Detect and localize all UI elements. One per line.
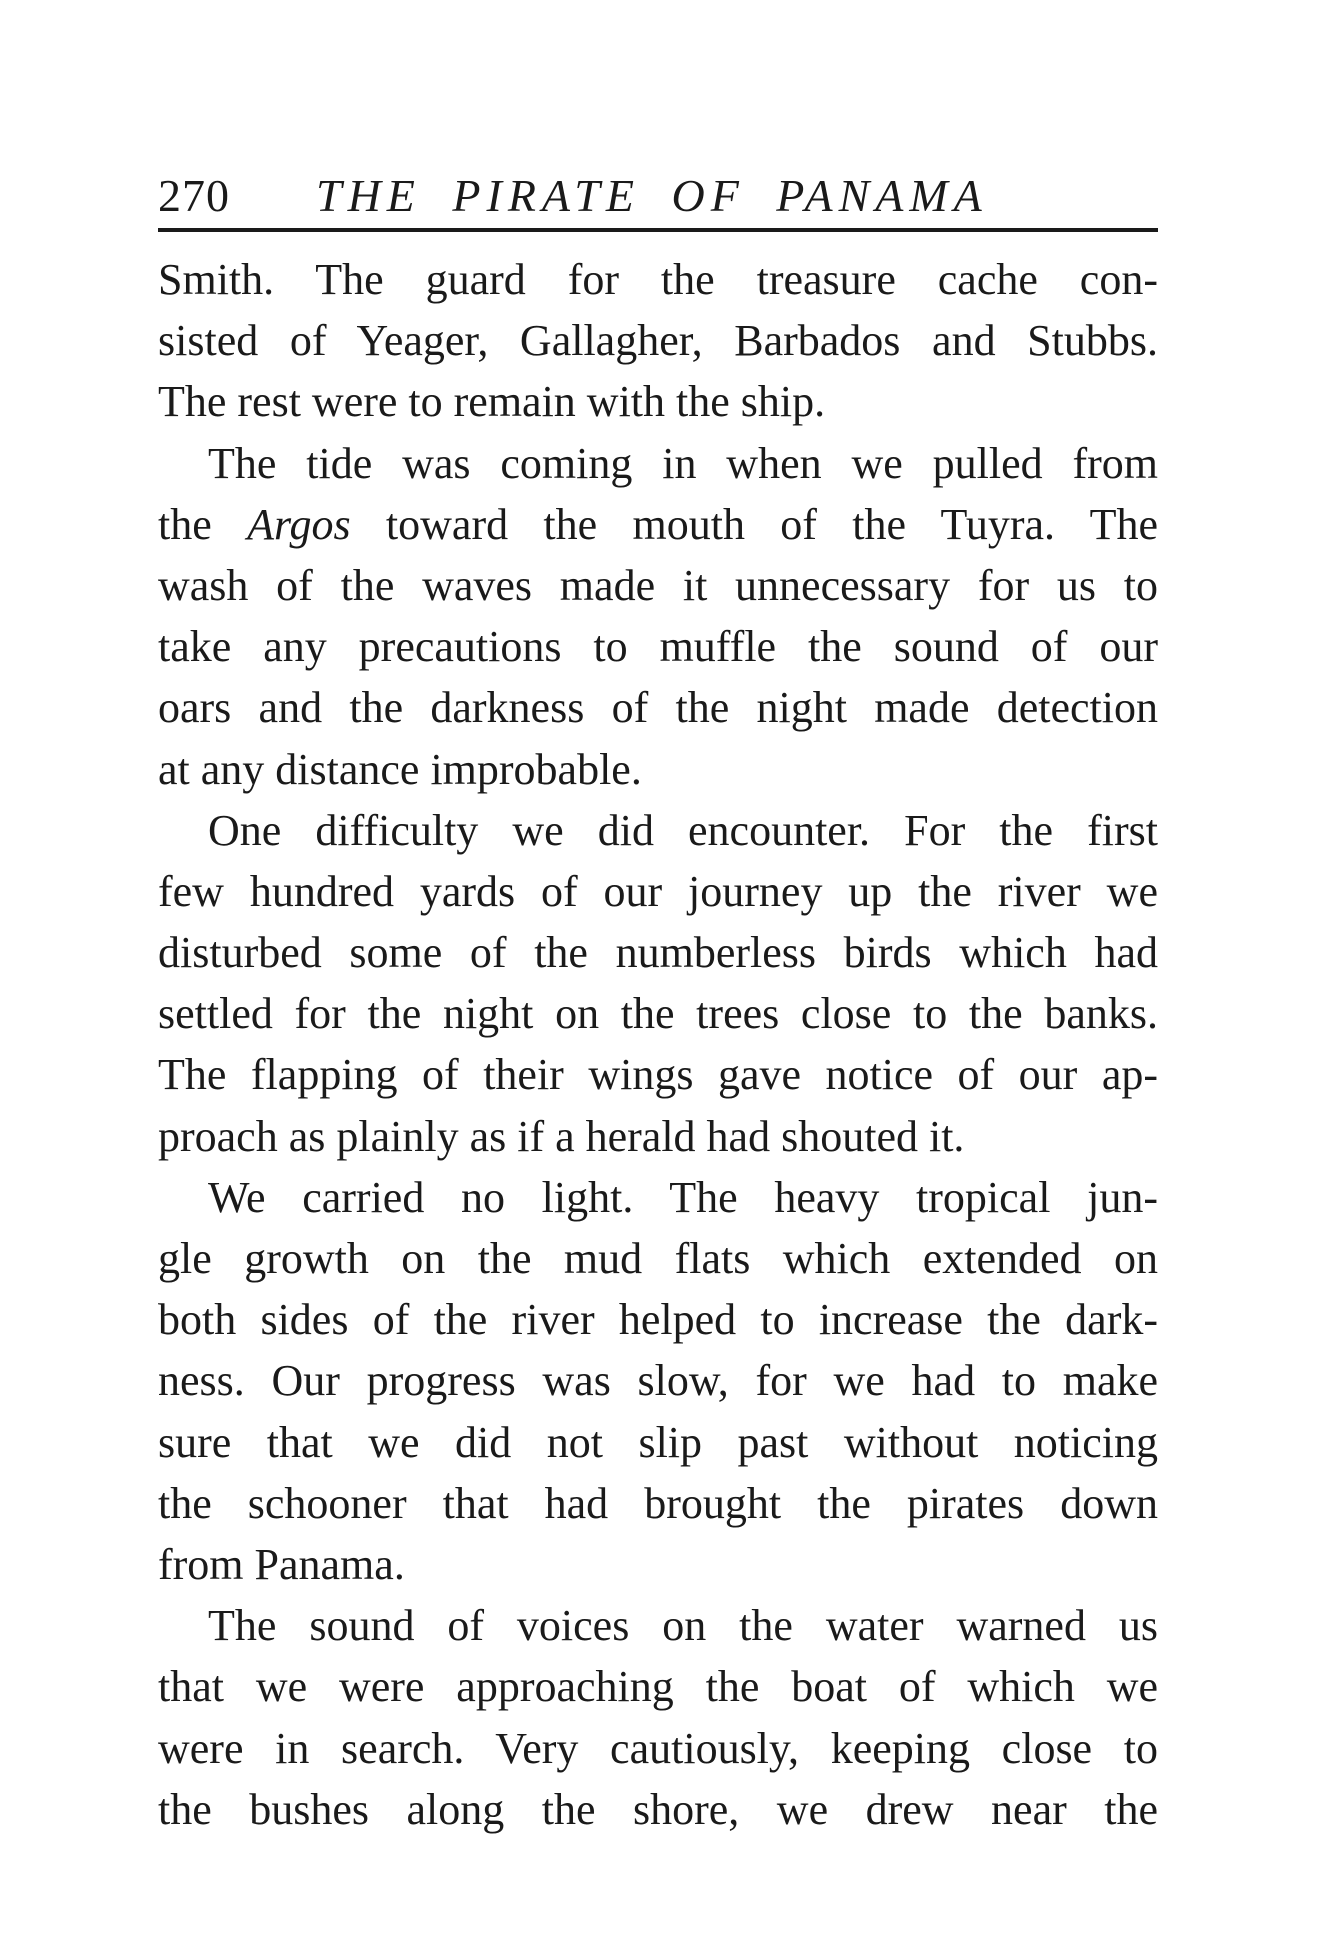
- text-line: from Panama.: [158, 1539, 405, 1589]
- text-line: few hundred yards of our journey up the river we: [158, 866, 1158, 916]
- body-text: [158, 249, 1158, 1840]
- text-line: the bushes along the shore, we drew near the: [158, 1784, 1158, 1834]
- text-line: proach as plainly as if a herald had shouted it.: [158, 1111, 965, 1161]
- text-segment: toward the mouth of the Tuyra. The: [350, 499, 1158, 549]
- text-line: that we were approaching the boat of which we: [158, 1662, 1158, 1712]
- text-line: at any distance improbable.: [158, 744, 642, 794]
- text-line: [158, 494, 1158, 555]
- running-title: THE PIRATE OF PANAMA: [316, 170, 988, 221]
- ship-name-italic: Argos: [247, 499, 351, 549]
- text-line: sure that we did not slip past without noticing: [158, 1417, 1158, 1467]
- text-line: disturbed some of the numberless birds which had: [158, 928, 1158, 978]
- header-rule: [158, 228, 1158, 232]
- text-line: take any precautions to muffle the sound of our: [158, 622, 1158, 672]
- text-line: One difficulty we did encounter. For the first: [208, 805, 1158, 855]
- text-line: The tide was coming in when we pulled from: [208, 438, 1158, 488]
- text-line: sisted of Yeager, Gallagher, Barbados and Stubbs.: [158, 316, 1158, 366]
- text-line: were in search. Very cautiously, keeping close to: [158, 1723, 1158, 1773]
- text-line: both sides of the river helped to increase the dark-: [158, 1295, 1158, 1345]
- text-line: the schooner that had brought the pirates down: [158, 1478, 1158, 1528]
- text-line: The flapping of their wings gave notice of our ap-: [158, 1050, 1158, 1100]
- running-head: [158, 166, 1158, 226]
- text-line: Smith. The guard for the treasure cache con-: [158, 255, 1158, 304]
- text-line: The sound of voices on the water warned us: [208, 1601, 1158, 1651]
- page-number: 270: [158, 170, 230, 221]
- text-line: The rest were to remain with the ship.: [158, 377, 826, 427]
- text-line: wash of the waves made it unnecessary for us to: [158, 560, 1158, 610]
- text-line: We carried no light. The heavy tropical jun-: [208, 1172, 1158, 1222]
- text-line: gle growth on the mud flats which extended on: [158, 1234, 1158, 1283]
- text-line: ness. Our progress was slow, for we had to make: [158, 1356, 1158, 1406]
- text-segment: the: [158, 499, 248, 549]
- text-line: oars and the darkness of the night made detection: [158, 683, 1158, 733]
- text-line: settled for the night on the trees close to the banks.: [158, 989, 1158, 1039]
